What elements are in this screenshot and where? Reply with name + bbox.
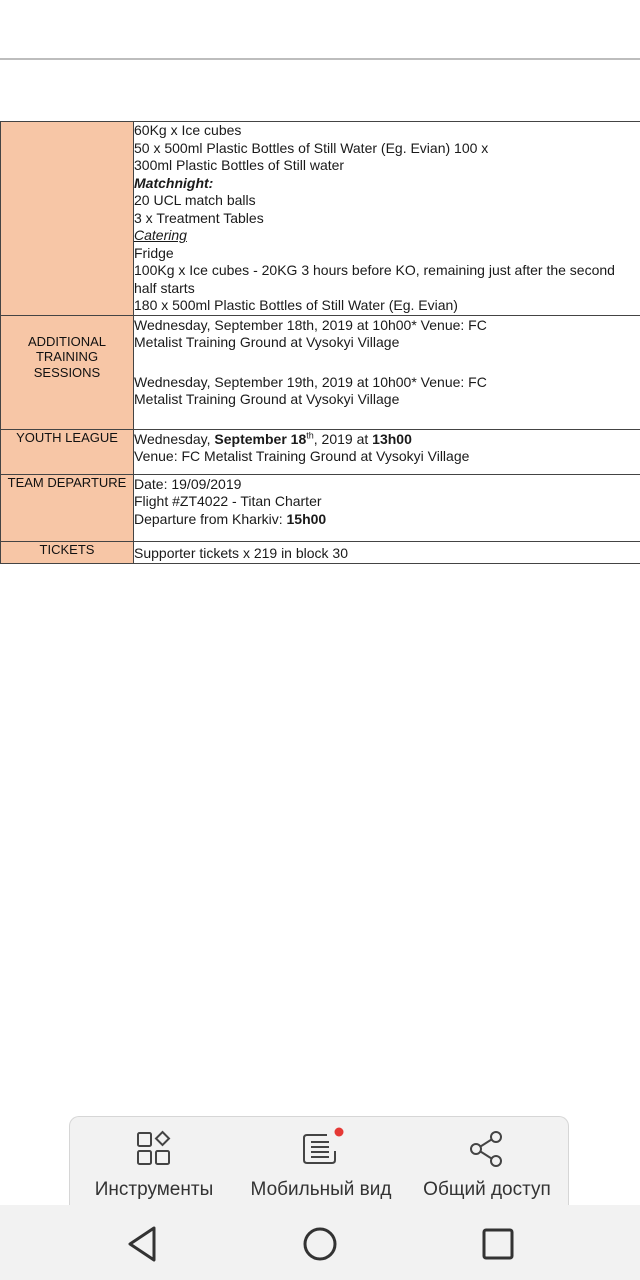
tools-icon [134, 1129, 174, 1169]
text-line: Wednesday, September 19th, 2019 at 10h00* Venue: FC [134, 373, 487, 390]
tools-label: Инструменты [94, 1179, 214, 1200]
row-label [1, 122, 134, 316]
row-label [1, 315, 134, 429]
row-label: TEAM DEPARTURE [1, 474, 134, 541]
notification-dot-icon [334, 1127, 344, 1137]
recents-icon[interactable] [468, 1222, 528, 1266]
text: , 2019 at [313, 430, 373, 447]
table-row [1, 474, 640, 541]
text-line: Venue: FC Metalist Training Ground at Vysokyi Village [134, 448, 470, 464]
text-line: 60Kg x Ice cubes [134, 122, 242, 138]
youth-league-cell [134, 429, 640, 474]
label-text: ADDITIONAL TRAINING SESSIONS [27, 333, 106, 380]
text-line: 300ml Plastic Bottles of Still water [134, 157, 345, 173]
text-line: 3 x Treatment Tables [134, 209, 264, 226]
mobile-view-label: Мобильный вид [250, 1179, 392, 1200]
text-line: 180 x 500ml Plastic Bottles of Still Water (Eg. Evian) [134, 297, 458, 313]
equipment-cell [134, 122, 640, 316]
text-line: Date: 19/09/2019 [134, 475, 242, 492]
training-cell [134, 315, 640, 429]
share-button[interactable] [407, 1129, 567, 1209]
text-line: 100Kg x Ice cubes - 20KG 3 hours before KO, remaining just after the second half starts [134, 262, 615, 296]
table-row [1, 541, 640, 563]
time-bold: 13h00 [372, 430, 412, 447]
top-app-bar [0, 0, 640, 60]
catering-heading: Catering [134, 227, 187, 243]
mobile-view-button[interactable] [241, 1129, 401, 1209]
text-line: Metalist Training Ground at Vysokyi Village [134, 334, 400, 350]
table-row [1, 429, 640, 474]
row-label: YOUTH LEAGUE [1, 429, 134, 474]
table-row [1, 122, 640, 316]
spacer [134, 352, 640, 374]
schedule-table [0, 121, 640, 564]
text: Wednesday, [134, 430, 215, 447]
bottom-toolbar [69, 1116, 569, 1216]
matchnight-heading: Matchnight: [134, 174, 214, 191]
text-line: 50 x 500ml Plastic Bottles of Still Water (Eg. Evian) 100 x [134, 139, 489, 156]
back-icon[interactable] [112, 1222, 172, 1266]
table-row [1, 315, 640, 429]
text-line: Fridge [134, 244, 174, 261]
share-icon [467, 1129, 507, 1169]
text: Departure from Kharkiv: [134, 510, 287, 527]
text-line: Supporter tickets x 219 in block 30 [134, 544, 349, 561]
date-bold: September 18 [214, 430, 307, 447]
document-page [0, 121, 640, 564]
date-suffix: th [306, 429, 314, 440]
system-nav-bar [0, 1205, 640, 1280]
tools-button[interactable] [74, 1129, 234, 1209]
time-bold: 15h00 [286, 510, 327, 527]
departure-cell [134, 474, 640, 541]
text-line: Wednesday, September 18th, 2019 at 10h00* Venue: FC [134, 316, 487, 333]
text-line: Metalist Training Ground at Vysokyi Village [134, 391, 400, 407]
tickets-cell [134, 541, 640, 563]
text-line: 20 UCL match balls [134, 192, 256, 208]
home-icon[interactable] [290, 1222, 350, 1266]
text-line: Flight #ZT4022 - Titan Charter [134, 493, 322, 509]
youth-date-line [134, 431, 640, 449]
row-label: TICKETS [1, 541, 134, 563]
departure-line [134, 511, 640, 529]
share-label: Общий доступ [423, 1179, 551, 1200]
